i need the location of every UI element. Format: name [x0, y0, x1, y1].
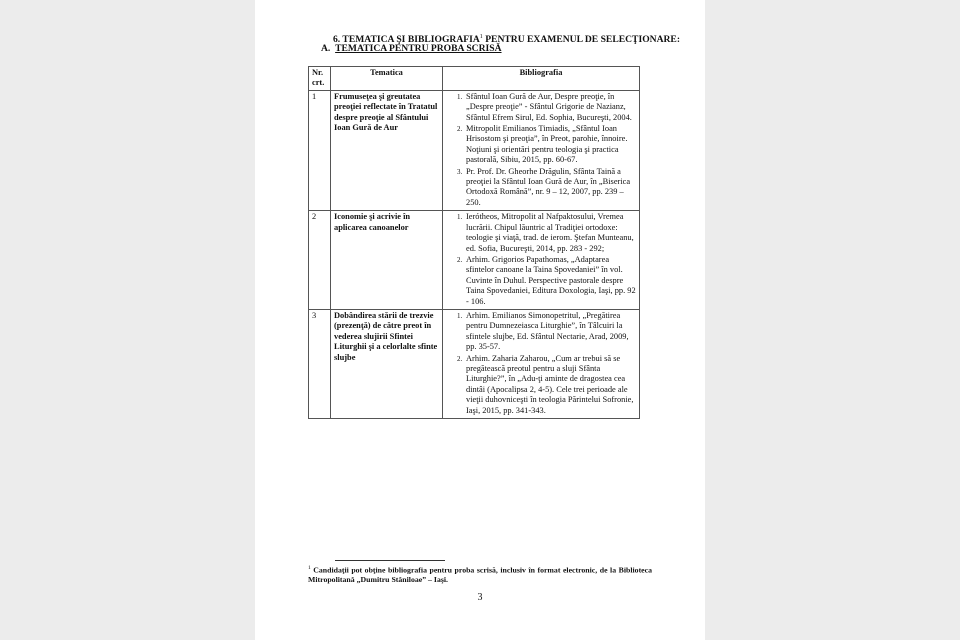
- reference-item: 1. Arhim. Emilianos Simonopetritul, „Pregătirea pentru Dumnezeiasca Liturghie”, în Tâlcuiri la sfintele slujbe, Ed. Sfântul Nectarie, Arad, 2009, pp. 35-57.: [464, 311, 636, 353]
- footnote-text: Candidaţii pot obţine bibliografia pentru proba scrisă, inclusiv în format electronic, de la Biblioteca Mitropolitană „Dumitru Stăniloae” – Iaşi.: [308, 565, 652, 585]
- table-row: [309, 90, 640, 210]
- subsection-title: TEMATICA PENTRU PROBA SCRISĂ: [335, 43, 502, 54]
- row-topic: Iconomie şi acrivie în aplicarea canoanelor: [331, 211, 443, 310]
- section-heading-rest: PENTRU EXAMENUL DE SELECŢIONARE:: [482, 34, 681, 46]
- row-references: [443, 309, 640, 418]
- reference-list: [446, 311, 636, 416]
- row-number: 2: [309, 211, 331, 310]
- row-references: [443, 90, 640, 210]
- reference-item: 1. Ierótheos, Mitropolit al Nafpaktosului, Vremea lucrării. Chipul lăuntric al Tradiţiei ortodoxe: teologie şi viaţă, trad. de ierom. Ştefan Munteanu, ed. Sofia, Bucureşti, 2014, pp. 283 - 292;: [464, 212, 636, 254]
- header-nr: Nr. crt.: [309, 67, 331, 91]
- row-topic: Frumuseţea şi greutatea preoţiei reflectate în Tratatul despre preoţie al Sfântului Ioan Gură de Aur: [331, 90, 443, 210]
- header-bibliografia: Bibliografia: [443, 67, 640, 91]
- section-heading-text: 6. TEMATICA ŞI BIBLIOGRAFIA: [333, 34, 480, 46]
- footnote: [308, 564, 652, 585]
- header-tematica: Tematica: [331, 67, 443, 91]
- table-row: [309, 211, 640, 310]
- row-number: 3: [309, 309, 331, 418]
- reference-item: 2. Arhim. Grigorios Papathomas, „Adaptarea sfintelor canoane la Taina Spovedaniei” în vol. Cuvinte în Duhul. Perspective pastorale despre Taina Spovedaniei, Editura Doxologia, Iaşi, pp. 92 - 106.: [464, 255, 636, 307]
- document-page: [255, 0, 705, 640]
- table-header-row: [309, 67, 640, 91]
- reference-item: 1. Sfântul Ioan Gură de Aur, Despre preoţie, în „Despre preoţie” - Sfântul Grigorie de Nazianz, Sfântul Efrem Sirul, Ed. Sophia, Bucureşti, 2004.: [464, 92, 636, 123]
- subsection-letter: A.: [321, 43, 331, 54]
- page-number: 3: [477, 592, 483, 603]
- reference-item: 2. Mitropolit Emilianos Timiadis, „Sfântul Ioan Hrisostom şi preoţia”, în Preot, parohie, înnoire. Noţiuni şi orientări pentru teologia şi practica pastorală, Sibiu, 2015, pp. 60-67.: [464, 124, 636, 166]
- reference-item: 3. Pr. Prof. Dr. Gheorhe Drăgulin, Sfânta Taină a preoţiei la Sfântul Ioan Gură de Aur, în „Biserica Ortodoxă Română”, nr. 9 – 12, 2007, pp. 239 – 250.: [464, 167, 636, 209]
- reference-list: [446, 92, 636, 208]
- footnote-reference: 1: [479, 34, 483, 40]
- row-number: 1: [309, 90, 331, 210]
- bibliography-table: [308, 66, 640, 419]
- subsection-heading: [321, 43, 502, 54]
- footnote-mark: 1: [308, 565, 311, 571]
- footnote-divider: [335, 560, 445, 561]
- reference-list: [446, 212, 636, 307]
- row-references: [443, 211, 640, 310]
- reference-item: 2. Arhim. Zaharia Zaharou, „Cum ar trebui să se pregătească preotul pentru a sluji Sfânta Liturghie?”, în „Adu-ţi aminte de dragostea cea dintâi (Apocalipsa 2, 4-5). Cele trei perioade ale vieţii duhovniceşti în teologia Părintelui Sofronie, Iaşi, 2015, pp. 341-343.: [464, 354, 636, 416]
- table-row: [309, 309, 640, 418]
- row-topic: Dobândirea stării de trezvie (prezenţă) de către preot în vederea slujirii Sfintei Liturghii şi a celorlalte sfinte slujbe: [331, 309, 443, 418]
